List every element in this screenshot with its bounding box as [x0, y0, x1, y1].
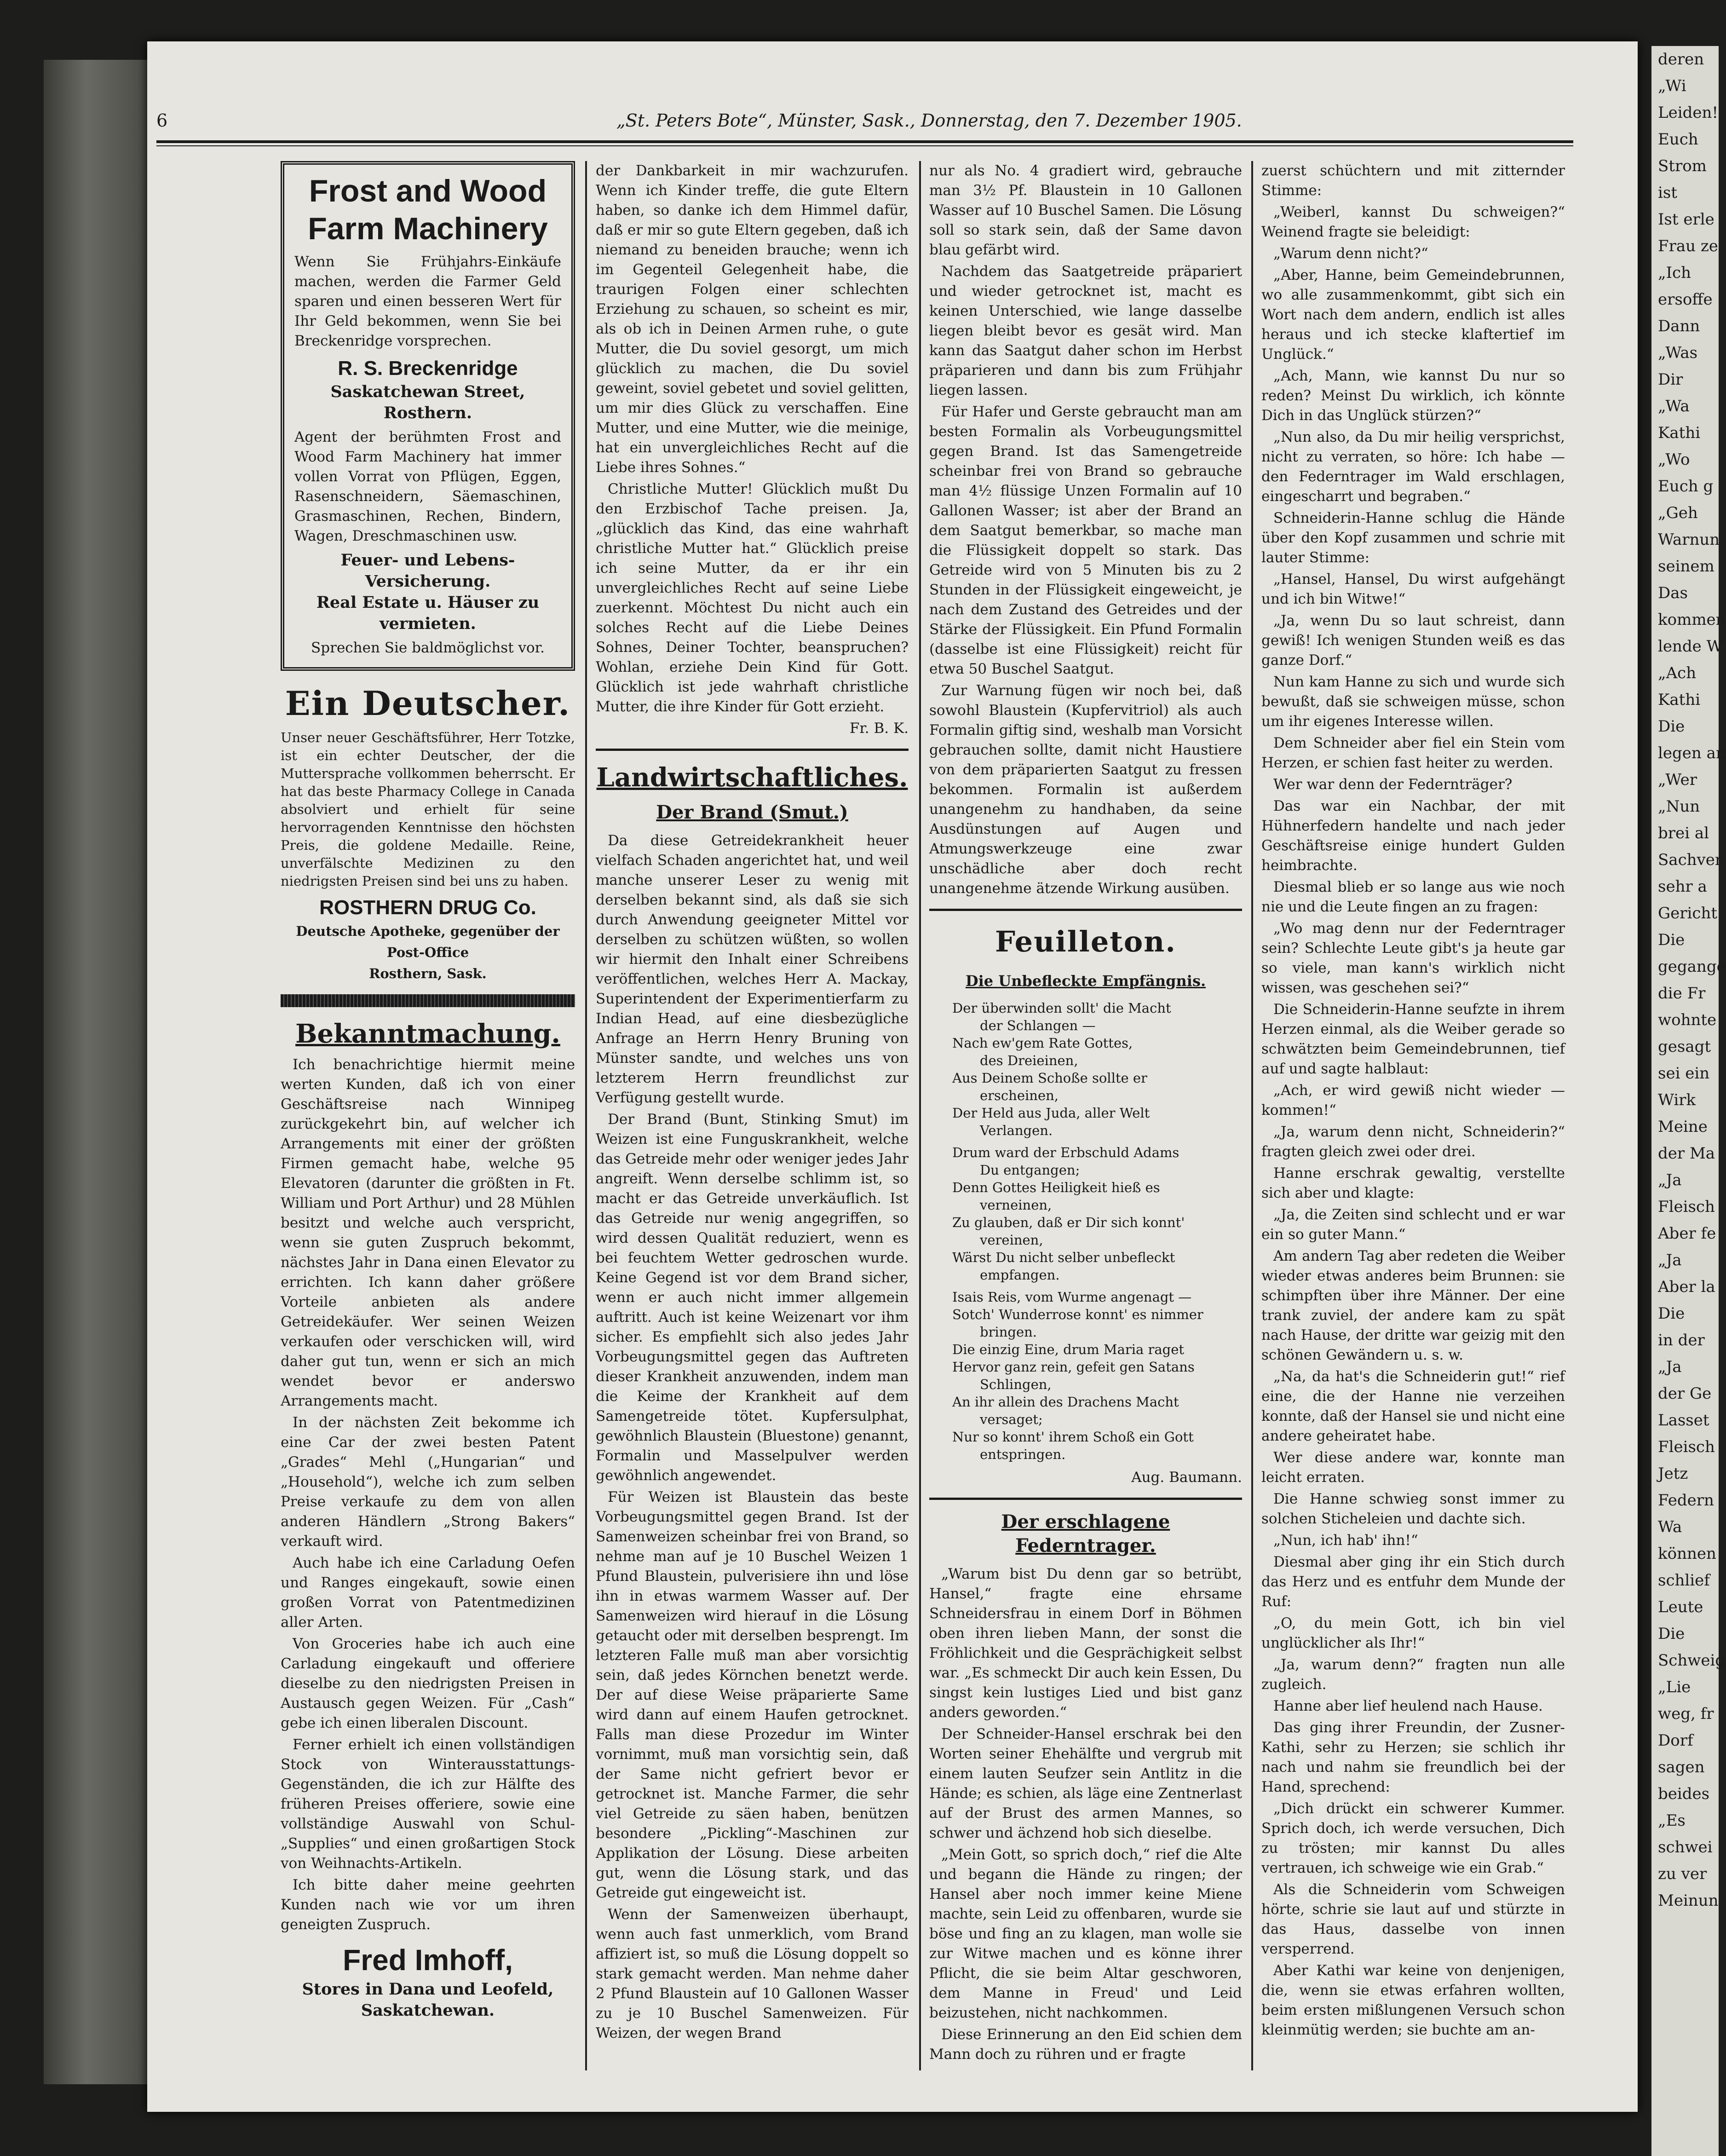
adjacent-page-edge	[1651, 46, 1726, 2156]
article-title-smut: Der Brand (Smut.)	[656, 801, 848, 823]
page-fragment-line: Aber la	[1658, 1278, 1715, 1296]
ad-frost-intro: Wenn Sie Frühjahrs-Einkäufe machen, werden die Farmer Geld sparen und einen besseren Wert für Ihr Geld bekommen, wenn Sie bei Breckenridge vorsprechen.	[294, 254, 561, 349]
poem-line: verneinen,	[980, 1197, 1052, 1213]
page-fragment-line: Leute	[1658, 1598, 1703, 1616]
poem-line: entspringen.	[980, 1447, 1066, 1462]
notice-paragraph: In der nächsten Zeit bekomme ich eine Car der zwei besten Patent „Grades“ Mehl („Hungarian“ und „Household“), welche ich zum selben Preise verkaufe zu dem von allen anderen Händlern „Strong Bakers“ verkauft wird.	[281, 1414, 575, 1550]
page-fragment-line: der Ge	[1658, 1384, 1712, 1403]
page-fragment-line: können	[1658, 1545, 1716, 1563]
column-feuilleton	[929, 161, 1242, 2070]
ad-drug-tagline: Deutsche Apotheke, gegenüber der Post-Office	[296, 923, 560, 960]
page-fragment-line: Kathi	[1658, 691, 1701, 709]
poem-line: bringen.	[980, 1324, 1037, 1340]
article-signature: Fr. B. K.	[849, 720, 909, 737]
page-fragment-line: der Ma	[1658, 1144, 1715, 1163]
story-paragraph: Am andern Tag aber redeten die Weiber wieder etwas anderes beim Brunnen: sie schimpften über ihre Männer. Der eine trank zuviel, der andere kam zu spät nach Hause, der dritte war geizig mit den schönen Gewändern u. s. w.	[1261, 1248, 1565, 1363]
page-fragment-line: „Ich	[1658, 264, 1691, 282]
page-fragment-line: Dorf	[1658, 1731, 1693, 1750]
page-fragment-line: Warnun	[1658, 530, 1720, 549]
page-fragment-line: weg, fr	[1658, 1705, 1714, 1723]
ad-frost-address: Saskatchewan Street, Rosthern.	[330, 382, 525, 422]
poem-line: Du entgangen;	[980, 1162, 1080, 1178]
page-fragment-line: Meinun	[1658, 1891, 1719, 1910]
story-paragraph: „Ach, er wird gewiß nicht wieder — kommen!“	[1261, 1082, 1565, 1118]
story-paragraph: Wer war denn der Federnträger?	[1273, 776, 1513, 793]
column-rule	[919, 161, 921, 2070]
column-agriculture	[596, 161, 909, 2070]
poem-body	[929, 999, 1242, 1463]
separator-bar	[281, 994, 575, 1007]
page-fragment-line: „Ja	[1658, 1251, 1682, 1269]
page-fragment-line: sehr a	[1658, 877, 1707, 896]
page-fragment-line: Aber fe	[1658, 1224, 1716, 1243]
ad-frost-insurance: Feuer- und Lebens-Versicherung.	[340, 551, 515, 591]
story-paragraph: zuerst schüchtern und mit zitternder Stimme:	[1261, 162, 1565, 199]
story-paragraph: „Dich drückt ein schwerer Kummer. Sprich doch, ich werde versuchen, Dich zu trösten; mir kannst Du alles vertrauen, ich schweige wie ein Grab.“	[1261, 1800, 1565, 1876]
story-paragraph: Diesmal blieb er so lange aus wie noch nie und die Leute fingen an zu fragen:	[1261, 879, 1565, 915]
story-paragraph: Wer diese andere war, konnte man leicht erraten.	[1261, 1449, 1565, 1486]
story-paragraph: Nun kam Hanne zu sich und wurde sich bewußt, daß sie schweigen müsse, schon um ihr eigenes Interesse willen.	[1261, 674, 1565, 730]
article-paragraph: Da diese Getreidekrankheit heuer vielfach Schaden angerichtet hat, und weil manche unserer Leser zu wenig mit derselben bekannt sind, als daß sie sich durch Anwendung geeigneter Mittel vor derselben zu schützen wüßten, so wollen wir hiermit den Inhalt einer Schreibens veröffentlichen, welches Herr A. Mackay, Superintendent der Experimentierfarm zu Indian Head, auf eine diesbezügliche Anfrage an Herrn Henry Bruning von Münster sandte, und welches uns von letzterem Herrn freundlichst zur Verfügung gestellt wurde.	[596, 832, 909, 1106]
story-paragraph: „Warum denn nicht?“	[1273, 245, 1428, 262]
page-fragment-line: „Ja	[1658, 1171, 1682, 1189]
notice-province: Saskatchewan.	[361, 2001, 495, 2020]
page-fragment-line: Dir	[1658, 370, 1683, 389]
poem-line: Drum ward der Erbschuld Adams	[952, 1145, 1179, 1160]
story-paragraph: „Nun also, da Du mir heilig versprichst, nicht zu verraten, so höre: Ich habe — den Federntrager im Wald erschlagen, eingescharrt und begraben.“	[1261, 429, 1565, 505]
page-fragment-line: ist	[1658, 184, 1677, 202]
column-story-continued	[1261, 161, 1565, 2070]
page-fragment-line: schwei	[1658, 1838, 1713, 1856]
story-paragraph: Die Hanne schwieg sonst immer zu solchen Sticheleien und dachte sich.	[1261, 1491, 1565, 1527]
ad-drug-company: ROSTHERN DRUG Co.	[319, 896, 536, 919]
page-fragment-line: Lasset	[1658, 1411, 1709, 1430]
poem-line: Verlangen.	[980, 1123, 1053, 1138]
story-paragraph: „Ach, Mann, wie kannst Du nur so reden? Meinst Du wirklich, ich könnte Dich in das Unglück stürzen?“	[1261, 368, 1565, 424]
notice-paragraph: Von Groceries habe ich auch eine Carladung eingekauft und offeriere dieselbe zu den niedrigsten Preisen in Austausch gegen Weizen. Für „Cash“ gebe ich einen liberalen Discount.	[281, 1636, 575, 1731]
page-header	[156, 110, 1573, 138]
page-fragment-line: brei al	[1658, 824, 1709, 842]
story-title: Der erschlagene Federntrager.	[1001, 1511, 1170, 1556]
page-fragment-line: „Ach	[1658, 664, 1697, 682]
page-fragment-line: seinem	[1658, 557, 1714, 576]
ad-frost-title: Frost and Wood Farm Machinery	[308, 173, 548, 246]
notice-paragraph: Ferner erhielt ich einen vollständigen Stock von Winterausstattungs-Gegenständen, die ich zur Hälfte des früheren Preises offeriere, sowie eine vollständige Auswahl von Schul-„Supplies“ und einen großartigen Stock von Weihnachts-Artikeln.	[281, 1736, 575, 1872]
page-fragment-line: zu ver	[1658, 1865, 1707, 1883]
header-rule-thin	[156, 145, 1573, 146]
poem-line: erscheinen,	[980, 1088, 1059, 1103]
poem-line: Der überwinden sollt' die Macht	[952, 1000, 1171, 1016]
page-fragment-line: beides	[1658, 1785, 1710, 1803]
page-fragment-line: Euch g	[1658, 477, 1714, 496]
article-paragraph: nur als No. 4 gradiert wird, gebrauche man 3½ Pf. Blaustein in 10 Gallonen Wasser auf 10 Buschel Samen. Die Lösung soll so stark sein, daß der Same davon blau gefärbt wird.	[929, 162, 1242, 258]
page-fragment-line: Kathi	[1658, 424, 1701, 442]
page-fragment-line: Wirk	[1658, 1091, 1696, 1109]
continued-paragraph: der Dankbarkeit in mir wachzurufen. Wenn ich Kinder treffe, die gute Eltern haben, so danke ich dem Himmel dafür, daß er mir so gute Eltern gegeben, daß ich niemand zu beneiden brauche; wenn ich im Gegenteil Gelegenheit habe, die traurigen Folgen einer schlechten Erziehung zu schauen, so scheint es mir, als ob ich in Deinen Armen ruhe, o gute Mutter, die Du soviel gesorgt, um mich glücklich zu machen, die Du soviel geweint, soviel gebetet und soviel gelitten, um mir dies Glück zu verschaffen. Eine Mutter, und eine Mutter, wie die meinige, hat ein unvergleichliches Recht auf die Liebe ihres Sohnes.“	[596, 162, 909, 476]
poem-title: Die Unbefleckte Empfängnis.	[965, 972, 1206, 990]
page-fragment-line: Die	[1658, 1625, 1685, 1643]
column-rule	[585, 161, 587, 2070]
ad-frost-realestate: Real Estate u. Häuser zu vermieten.	[316, 593, 540, 633]
ad-drug-store	[281, 683, 575, 984]
page-fragment-line: gesagt	[1658, 1038, 1711, 1056]
notice-signature: Fred Imhoff,	[343, 1943, 513, 1977]
section-title-feuilleton: Feuilleton.	[995, 925, 1176, 958]
page-fragment-line: in der	[1658, 1331, 1705, 1349]
article-paragraph: Zur Warnung fügen wir noch bei, daß sowohl Blaustein (Kupfervitriol) als auch Formalin giftig sind, weshalb man Vorsicht gebrauchen sollte, damit nicht Haustiere von dem präparierten Saatgut zu fressen bekommen. Formalin ist außerdem unangenehm zu handhaben, da seine Ausdünstungen auf Augen und Atmungswerkzeuge eine zwar unschädliche aber doch recht unangenehme ätzende Wirkung ausüben.	[929, 682, 1242, 897]
story-paragraph: „Weiberl, kannst Du schweigen?“ Weinend fragte sie beleidigt:	[1261, 204, 1565, 240]
page-fragment-line: Meine	[1658, 1118, 1708, 1136]
poem-line: Die einzig Eine, drum Maria raget	[952, 1342, 1185, 1357]
article-paragraph: Wenn der Samenweizen überhaupt, wenn auch fast unmerklich, vom Brand affiziert ist, so muß die Lösung doppelt so stark gemacht werden. Man nehme daher 2 Pfund Blaustein auf 10 Gallonen Wasser zu je 10 Buschel Samenweizen. Für Weizen, der wegen Brand	[596, 1906, 909, 2041]
page-fragment-line: „Lie	[1658, 1678, 1691, 1696]
column-ads	[281, 161, 575, 2070]
page-fragment-line: Federn	[1658, 1491, 1714, 1510]
notice-title: Bekanntmachung.	[295, 1019, 560, 1049]
section-title-agriculture: Landwirtschaftliches.	[596, 762, 908, 793]
notice-imhoff	[281, 1017, 575, 2021]
story-paragraph: „Warum bist Du denn gar so betrübt, Hansel,“ fragte eine ehrsame Schneidersfrau in einem Dorf in Böhmen oben ihren lieben Mann, der sonst die Fröhlichkeit und die Gesprächigkeit selbst war. „Es schmeckt Dir auch kein Essen, Du singst kein lustiges Lied und bist ganz anders geworden.“	[929, 1566, 1242, 1721]
page-fragment-line: Dann	[1658, 317, 1700, 335]
page-fragment-line: „Wer	[1658, 771, 1697, 789]
section-divider	[929, 1498, 1242, 1500]
article-paragraph: Christliche Mutter! Glücklich mußt Du den Erzbischof Tache preisen. Ja, „glücklich das Kind, das eine wahrhaft christliche Mutter hat.“ Glücklich preise ich seine Mutter, da er ihr ein unvergleichliches Recht auf seine Liebe zuerkennt. Möchtest Du nicht auch ein solches Recht auf die Liebe Deines Sohnes, Deiner Tochter, beanspruchen? Wohlan, erziehe Dein Kind für Gott. Glücklich ist jede wahrhaft christliche Mutter, die ihre Kinder für Gott erzieht.	[596, 481, 909, 715]
page-fragment-line: die Fr	[1658, 984, 1706, 1003]
ad-drug-location: Rosthern, Sask.	[369, 966, 487, 981]
page-fragment-line: „Wa	[1658, 397, 1690, 415]
poem-line: Aus Deinem Schoße sollte er	[952, 1070, 1147, 1086]
page-fragment-line: sei ein	[1658, 1064, 1710, 1083]
page-fragment-line: Die	[1658, 931, 1685, 949]
story-paragraph: „Ja, wenn Du so laut schreist, dann gewiß! Ich wenigen Stunden weiß es das ganze Dorf.“	[1261, 612, 1565, 669]
page-fragment-line: Gericht	[1658, 904, 1718, 922]
story-paragraph: Das ging ihrer Freundin, der Zusner-Kathi, sehr zu Herzen; sie schlich ihr nach und nahm sie freundlich bei der Hand, sprechend:	[1261, 1719, 1565, 1795]
poem-line: Isais Reis, vom Wurme angenagt —	[952, 1289, 1192, 1305]
notice-paragraph: Auch habe ich eine Carladung Oefen und Ranges eingekauft, sowie einen großen Vorrat von Patentmedizinen aller Arten.	[281, 1555, 575, 1631]
story-paragraph: „Ja, warum denn nicht, Schneiderin?“ fragten gleich zwei oder drei.	[1261, 1124, 1565, 1160]
page-fragment-line: Die	[1658, 1304, 1685, 1323]
page-fragment-line: Schweig	[1658, 1651, 1726, 1670]
page-fragment-line: Leiden!	[1658, 104, 1719, 122]
poem-line: empfangen.	[980, 1267, 1060, 1283]
article-paragraph: Nachdem das Saatgetreide präpariert und wieder getrocknet ist, macht es keinen Unterschied, wie lange dasselbe liegen bleibt bevor es gesät wird. Man kann das Saatgut daher schon im Herbst präparieren und dann bis zum Frühjahr liegen lassen.	[929, 263, 1242, 398]
story-paragraph: „Mein Gott, so sprich doch,“ rief die Alte und begann die Hände zu ringen; der Hansel aber noch immer keine Miene machte, sein Leid zu offenbaren, wurde sie böse und fing an zu klagen, man wolle sie zur Witwe machen und es könne ihrer Pflicht, die sie beim Altar geschworen, dem Manne in Freud' und Leid beizustehen, nicht nachkommen.	[929, 1846, 1242, 2021]
story-paragraph: Dem Schneider aber fiel ein Stein vom Herzen, er schien fast heiter zu werden.	[1261, 735, 1565, 771]
article-paragraph: Für Hafer und Gerste gebraucht man am besten Formalin als Vorbeugungsmittel gegen Brand. Ist das Samengetreide scheinbar frei von Brand so gebrauche man 4½ flüssige Unzen Formalin auf 10 Gallonen Wasser; ist aber der Brand an dem Saatgut bemerkbar, so mache man die Flüssigkeit doppelt so stark. Das Getreide wird von 5 Minuten bis zu 2 Stunden in der Flüssigkeit eingeweicht, je nach dem Zustand des Getreides und der Stärke der Flüssigkeit. Ein Pfund Formalin (dasselbe ist eine Flüssigkeit) reicht für etwa 50 Buschel Saatgut.	[929, 404, 1242, 677]
page-fragment-line: lende W	[1658, 637, 1723, 656]
page-fragment-line: „Geh	[1658, 504, 1698, 522]
poem-line: vereinen,	[980, 1232, 1043, 1248]
poem-line: Hervor ganz rein, gefeit gen Satans	[952, 1359, 1195, 1375]
page-fragment-line: schlief	[1658, 1571, 1710, 1590]
page-fragment-line: Jetz	[1658, 1464, 1688, 1483]
story-paragraph: „Wo mag denn nur der Federntrager sein? Schlechte Leute gibt's ja heute gar so viele, man kann's wirklich nicht wissen, was geschehen sei?“	[1261, 920, 1565, 996]
page-fragment-line: wohnte	[1658, 1011, 1717, 1029]
section-divider	[929, 909, 1242, 911]
page-fragment-line: Euch	[1658, 130, 1698, 149]
header-rule-thick	[156, 140, 1573, 143]
story-paragraph: Die Schneiderin-Hanne seufzte in ihrem Herzen einmal, als die Weiber gerade so schwätzten beim Gemeindebrunnen, tief auf und sagte halblaut:	[1261, 1001, 1565, 1077]
ad-frost-dealer: R. S. Breckenridge	[338, 357, 518, 380]
poem-line: Nach ew'gem Rate Gottes,	[952, 1035, 1133, 1051]
page-fragment-line: kommen	[1658, 611, 1726, 629]
page-fragment-line: Frau ze	[1658, 237, 1718, 255]
story-paragraph: „Hansel, Hansel, Du wirst aufgehängt und ich bin Witwe!“	[1261, 571, 1565, 607]
page-fragment-line: deren	[1658, 50, 1704, 69]
page-fragment-line: Fleisch	[1658, 1438, 1715, 1456]
page-fragment-line: Fleisch	[1658, 1198, 1715, 1216]
story-paragraph: „Ja, warum denn?“ fragten nun alle zugleich.	[1261, 1656, 1565, 1693]
poem-line: Schlingen,	[980, 1377, 1052, 1392]
poem-line: Zu glauben, daß er Dir sich konnt'	[952, 1215, 1185, 1230]
notice-paragraph: Ich bitte daher meine geehrten Kunden nach wie vor um ihren geneigten Zuspruch.	[281, 1877, 575, 1933]
poem-line: Wärst Du nicht selber unbefleckt	[952, 1250, 1175, 1265]
story-paragraph: „Nun, ich hab' ihn!“	[1273, 1532, 1418, 1549]
story-paragraph: Diese Erinnerung an den Eid schien dem Mann doch zu rühren und er fragte	[929, 2026, 1242, 2063]
notice-stores: Stores in Dana und Leofeld,	[302, 1980, 554, 1999]
poem-line: versaget;	[980, 1412, 1043, 1427]
story-paragraph: „Aber, Hanne, beim Gemeindebrunnen, wo alle zusammenkommt, gibt sich ein Wort nach dem andern, endlich ist alles heraus und ich stecke klaftertief im Unglück.“	[1261, 267, 1565, 363]
story-paragraph: Als die Schneiderin vom Schweigen hörte, schrie sie laut auf und stürzte in das Haus, dasselbe von innen versperrend.	[1261, 1881, 1565, 1957]
notice-paragraph: Ich benachrichtige hiermit meine werten Kunden, daß ich von einer Geschäftsreise nach Winnipeg zurückgekehrt bin, auf welcher ich Arrangements mit einer der größten Firmen gemacht habe, welche 95 Elevatoren (darunter die größten in Ft. William und Port Arthur) und 28 Mühlen besitzt und welche auch verspricht, wenn sie guten Zuspruch bekommt, nächstes Jahr in Dana einen Elevator zu errichten. Ich kann daher größere Vorteile anbieten als andere Getreidekäufer. Wer seinen Weizen verkaufen oder verschicken will, wird daher gut tun, wenn er sich an mich wendet bevor er anderswo Arrangements macht.	[281, 1056, 575, 1409]
page-fragment-line: „Es	[1658, 1811, 1686, 1830]
poem-line: Nur so konnt' ihrem Schoß ein Gott	[952, 1429, 1194, 1445]
ad-drug-body: Unser neuer Geschäftsführer, Herr Totzke, ist ein echter Deutscher, der die Muttersprache vollkommen beherrscht. Er hat das beste Pharmacy College in Canada absolviert und erhielt für seine hervorragenden Kenntnisse den höchsten Preis, die goldene Medaille. Reine, unverfälschte Medizinen zu den niedrigsten Preisen sind bei uns zu haben.	[281, 730, 575, 889]
column-rule	[1251, 161, 1253, 2070]
page-fragment-line: ersoffe	[1658, 290, 1713, 309]
page-fragment-line: gegange	[1658, 957, 1726, 976]
page-fragment-line: „Wi	[1658, 77, 1686, 95]
story-paragraph: „Ja, die Zeiten sind schlecht und er war ein so guter Mann.“	[1261, 1206, 1565, 1243]
page-fragment-line: Die	[1658, 717, 1685, 736]
ad-frost-closing: Sprechen Sie baldmöglichst vor.	[311, 640, 545, 656]
story-paragraph: Schneiderin-Hanne schlug die Hände über den Kopf zusammen und schrie mit lauter Stimme:	[1261, 510, 1565, 566]
poem-line: der Schlangen —	[980, 1018, 1096, 1033]
page-fragment-line: Sachver	[1658, 851, 1723, 869]
ad-frost-wood	[281, 161, 575, 671]
page-fragment-line: sagen	[1658, 1758, 1705, 1776]
story-paragraph: Hanne erschrak gewaltig, verstellte sich aber und klagte:	[1261, 1165, 1565, 1201]
story-paragraph: Hanne aber lief heulend nach Hause.	[1273, 1698, 1543, 1714]
poem-line: des Dreieinen,	[980, 1053, 1078, 1068]
page-fragment-line: Ist erle	[1658, 210, 1714, 229]
page-fragment-line: Strom	[1658, 157, 1707, 175]
page-fragment-line: legen an	[1658, 744, 1726, 762]
story-paragraph: „O, du mein Gott, ich bin viel unglücklicher als Ihr!“	[1261, 1615, 1565, 1651]
story-paragraph: Der Schneider-Hansel erschrak bei den Worten seiner Ehehälfte und vergrub mit einem lauten Seufzer sein Antlitz in die Hände; es schien, als läge eine Zentnerlast auf der Brust des armen Mannes, so schwer und ächzend hob sich dieselbe.	[929, 1726, 1242, 1841]
page-fragment-line: „Ja	[1658, 1358, 1682, 1376]
poem-line: Sotch' Wunderrose konnt' es nimmer	[952, 1307, 1203, 1322]
page-fragment-line: „Was	[1658, 344, 1698, 362]
poem-line: Denn Gottes Heiligkeit hieß es	[952, 1180, 1160, 1195]
page-fragment-line: „Wo	[1658, 450, 1690, 469]
poem-line: Der Held aus Juda, aller Welt	[952, 1105, 1150, 1121]
article-paragraph: Für Weizen ist Blaustein das beste Vorbeugungsmittel gegen Brand. Ist der Samenweizen scheinbar frei von Brand, so nehme man auf je 10 Buschel Weizen 1 Pfund Blaustein, pulverisiere ihn und löse ihn in etwas warmem Wasser auf. Der Samenweizen wird hierauf in die Lösung getaucht oder mit derselben besprengt. Im letzteren Falle muß man aber vorsichtig sein, daß jedes Körnchen benetzt werde. Der auf diese Weise präparierte Same wird dann auf einem Haufen getrocknet. Falls man diese Prozedur im Winter vornimmt, muß man vorsichtig sein, daß der Same nicht gefriert bevor er getrocknet ist. Manche Farmer, die sehr viel Getreide zu säen haben, benützen besondere „Pickling“-Maschinen zur Applikation der Lösung. Diese arbeiten gut, wenn die Lösung stark, und das Getreide gut eingeweicht ist.	[596, 1489, 909, 1901]
section-divider	[596, 749, 909, 751]
page-number: 6	[156, 110, 168, 131]
story-paragraph: „Na, da hat's die Schneiderin gut!“ rief eine, die der Hanne nie verzeihen konnte, daß der Hansel sie und nicht eine andere geheiratet habe.	[1261, 1368, 1565, 1444]
story-paragraph: Diesmal aber ging ihr ein Stich durch das Herz und es entfuhr dem Munde der Ruf:	[1261, 1554, 1565, 1610]
story-paragraph: Das war ein Nachbar, der mit Hühnerfedern handelte und nach jeder Geschäftsreise einige hundert Gulden heimbrachte.	[1261, 798, 1565, 874]
masthead-line: „St. Peters Bote“, Münster, Sask., Donnerstag, den 7. Dezember 1905.	[616, 110, 1242, 131]
article-paragraph: Der Brand (Bunt, Stinking Smut) im Weizen ist eine Funguskrankheit, welche das Getreide mehr oder weniger jedes Jahr angreift. Wenn derselbe schlimm ist, so macht er das Getreide unverkäuflich. Ist das Getreide nur wenig angegriffen, so wird dessen Qualität reduziert, wenn es bei feuchtem Wetter gedroschen wurde. Keine Gegend ist vor dem Brand sicher, wenn er auch nicht immer allgemein auftritt. Auch ist keine Weizenart vor ihm sicher. Es empfiehlt sich also jedes Jahr Vorbeugungsmittel gegen das Auftreten dieser Krankheit anzuwenden, indem man die Keime der Krankheit auf dem Samengetreide tötet. Kupfersulphat, gewöhnlich Blaustein (Bluestone) genannt, Formalin und Masselpulver werden gewöhnlich angewendet.	[596, 1111, 909, 1484]
page-fragment-line: Wa	[1658, 1518, 1682, 1536]
ad-frost-body: Agent der berühmten Frost and Wood Farm Machinery hat immer vollen Vorrat von Pflügen, Eggen, Rasenschneidern, Säemaschinen, Grasmaschinen, Rechen, Bindern, Wagen, Dreschmaschinen usw.	[294, 429, 561, 544]
page-fragment-line: „Nun	[1658, 797, 1700, 816]
book-page-stack	[44, 60, 150, 2084]
poem-author: Aug. Baumann.	[1131, 1469, 1242, 1486]
page-fragment-line: Das	[1658, 584, 1688, 602]
story-paragraph: Aber Kathi war keine von denjenigen, die, wenn sie etwas erfahren wollten, beim ersten mißlungenen Versuch schon kleinmütig werden; sie buchte am an-	[1261, 1962, 1565, 2038]
poem-line: An ihr allein des Drachens Macht	[952, 1394, 1179, 1410]
ad-drug-title: Ein Deutscher.	[285, 684, 571, 723]
